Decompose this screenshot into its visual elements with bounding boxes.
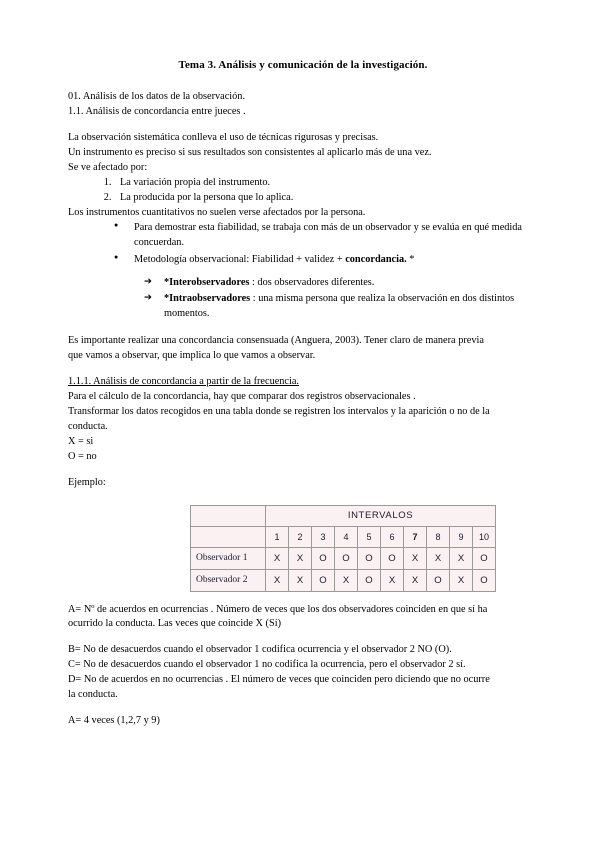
cell-obs1-5: O (358, 547, 381, 569)
interval-header-7: 7 (404, 526, 427, 547)
interval-header-2: 2 (289, 526, 312, 547)
interval-header-1: 1 (266, 526, 289, 547)
legend-x: X = si (68, 435, 94, 447)
paragraph-1-line-3: Se ve afectado por: (68, 161, 148, 173)
cell-obs2-1: X (266, 569, 289, 591)
interval-table-wrapper (190, 505, 538, 592)
table-row-interval-numbers (191, 526, 496, 547)
page-title: Tema 3. Análisis y comunicación de la investigación. (178, 59, 428, 71)
section-heading-1-1: 1.1. Análisis de concordancia entre jueces . (68, 106, 246, 118)
list-item: 2. La producida por la persona que lo aplica. (114, 191, 538, 206)
bullet-prefix-text: Metodología observacional: Fiabilidad + validez + (134, 253, 346, 265)
row-label-observador-1: Observador 1 (191, 547, 266, 569)
paragraph-4-line-1: Para el cálculo de la concordancia, hay que comparar dos registros observacionales . (68, 390, 416, 402)
bullet-bold-text: concordancia. (345, 253, 407, 265)
section-heading-1-1-1: 1.1.1. Análisis de concordancia a partir de la frecuencia. (68, 376, 300, 388)
cell-obs2-10: O (473, 569, 496, 591)
paragraph-4-line-2: Transformar los datos recogidos en una tabla donde se registren los intervalos y la aparición o no de la (68, 405, 490, 417)
interval-header-6: 6 (381, 526, 404, 547)
interval-header-4: 4 (335, 526, 358, 547)
definition-c: C= No de desacuerdos cuando el observador 1 no codifica la ocurrencia, pero el observador 2 sí. (68, 659, 466, 671)
interval-header-8: 8 (427, 526, 450, 547)
list-item (144, 276, 538, 291)
interval-header-9: 9 (450, 526, 473, 547)
spacer (68, 465, 538, 476)
cell-obs1-4: O (335, 547, 358, 569)
list-item (112, 253, 538, 268)
cell-obs1-3: O (312, 547, 335, 569)
list-item (144, 292, 538, 322)
cell-obs1-2: X (289, 547, 312, 569)
arrow-rest-text: : una misma persona que realiza la observación en dos distintos momentos. (164, 293, 515, 320)
definition-a-line-1: A= Nº de acuerdos en ocurrencias . Número de veces que los dos observadores coinciden en que sí ha (68, 603, 488, 615)
legend-o: O = no (68, 450, 97, 462)
bullet-list (68, 221, 538, 268)
interval-table (190, 505, 496, 592)
interval-header-3: 3 (312, 526, 335, 547)
cell-obs1-8: X (427, 547, 450, 569)
interval-header-5: 5 (358, 526, 381, 547)
table-row (191, 547, 496, 569)
definition-a-line-2: ocurrido la conducta. Las veces que coincide X (Sí) (68, 618, 282, 630)
table-corner-cell (191, 526, 266, 547)
cell-obs2-7: X (404, 569, 427, 591)
spacer (68, 364, 538, 375)
cell-obs1-6: O (381, 547, 404, 569)
arrow-list (68, 276, 538, 322)
spacer (68, 269, 538, 276)
ejemplo-label: Ejemplo: (68, 476, 106, 488)
arrow-rest-text: : dos observadores diferentes. (249, 277, 375, 289)
table-body (191, 505, 496, 591)
definition-d-line-2: la conducta. (68, 689, 118, 701)
cell-obs2-6: X (381, 569, 404, 591)
cell-obs2-2: X (289, 569, 312, 591)
cell-obs1-9: X (450, 547, 473, 569)
definition-b: B= No de desacuerdos cuando el observador 1 codifica ocurrencia y el observador 2 NO (O). (68, 644, 452, 656)
table-header-intervalos: INTERVALOS (266, 505, 496, 526)
spacer (68, 632, 538, 643)
result-a: A= 4 veces (1,2,7 y 9) (68, 715, 160, 727)
table-row-group-header (191, 505, 496, 526)
arrow-bold-term: *Interobservadores (164, 277, 250, 289)
section-heading-01: 01. Análisis de los datos de la observación. (68, 91, 246, 103)
cell-obs2-8: O (427, 569, 450, 591)
cell-obs2-4: X (335, 569, 358, 591)
spacer (68, 703, 538, 714)
paragraph-4-line-3: conducta. (68, 420, 108, 432)
spacer (68, 323, 538, 334)
cell-obs2-9: X (450, 569, 473, 591)
definition-d-line-1: D= No de acuerdos en no ocurrencias . El número de veces que coinciden pero diciendo que no ocurre (68, 674, 490, 686)
bullet-suffix-text: * (406, 253, 415, 265)
cell-obs1-7: X (404, 547, 427, 569)
list-item: 1. La variación propia del instrumento. (114, 176, 538, 191)
table-row (191, 569, 496, 591)
paragraph-2: Los instrumentos cuantitativos no suelen verse afectados por la persona. (68, 206, 366, 218)
cell-obs1-10: O (473, 547, 496, 569)
row-label-observador-2: Observador 2 (191, 569, 266, 591)
spacer (68, 120, 538, 131)
paragraph-1-line-1: La observación sistemática conlleva el uso de técnicas rigurosas y precisas. (68, 132, 379, 144)
spacer (68, 592, 538, 603)
table-corner-cell (191, 505, 266, 526)
paragraph-1-line-2: Un instrumento es preciso si sus resultados son consistentes al aplicarlo más de una vez. (68, 147, 432, 159)
cell-obs1-1: X (266, 547, 289, 569)
list-item: ● Para demostrar esta fiabilidad, se trabaja con más de un observador y se evalúa en qué medida concuerdan. (112, 221, 538, 251)
numbered-list (68, 176, 538, 206)
paragraph-3-line-1: Es importante realizar una concordancia consensuada (Anguera, 2003). Tener claro de manera previa (68, 335, 484, 347)
arrow-bold-term: *Intraobservadores (164, 293, 251, 305)
interval-header-10: 10 (473, 526, 496, 547)
cell-obs2-5: O (358, 569, 381, 591)
paragraph-3-line-2: que vamos a observar, que implica lo que vamos a observar. (68, 350, 316, 362)
cell-obs2-3: O (312, 569, 335, 591)
